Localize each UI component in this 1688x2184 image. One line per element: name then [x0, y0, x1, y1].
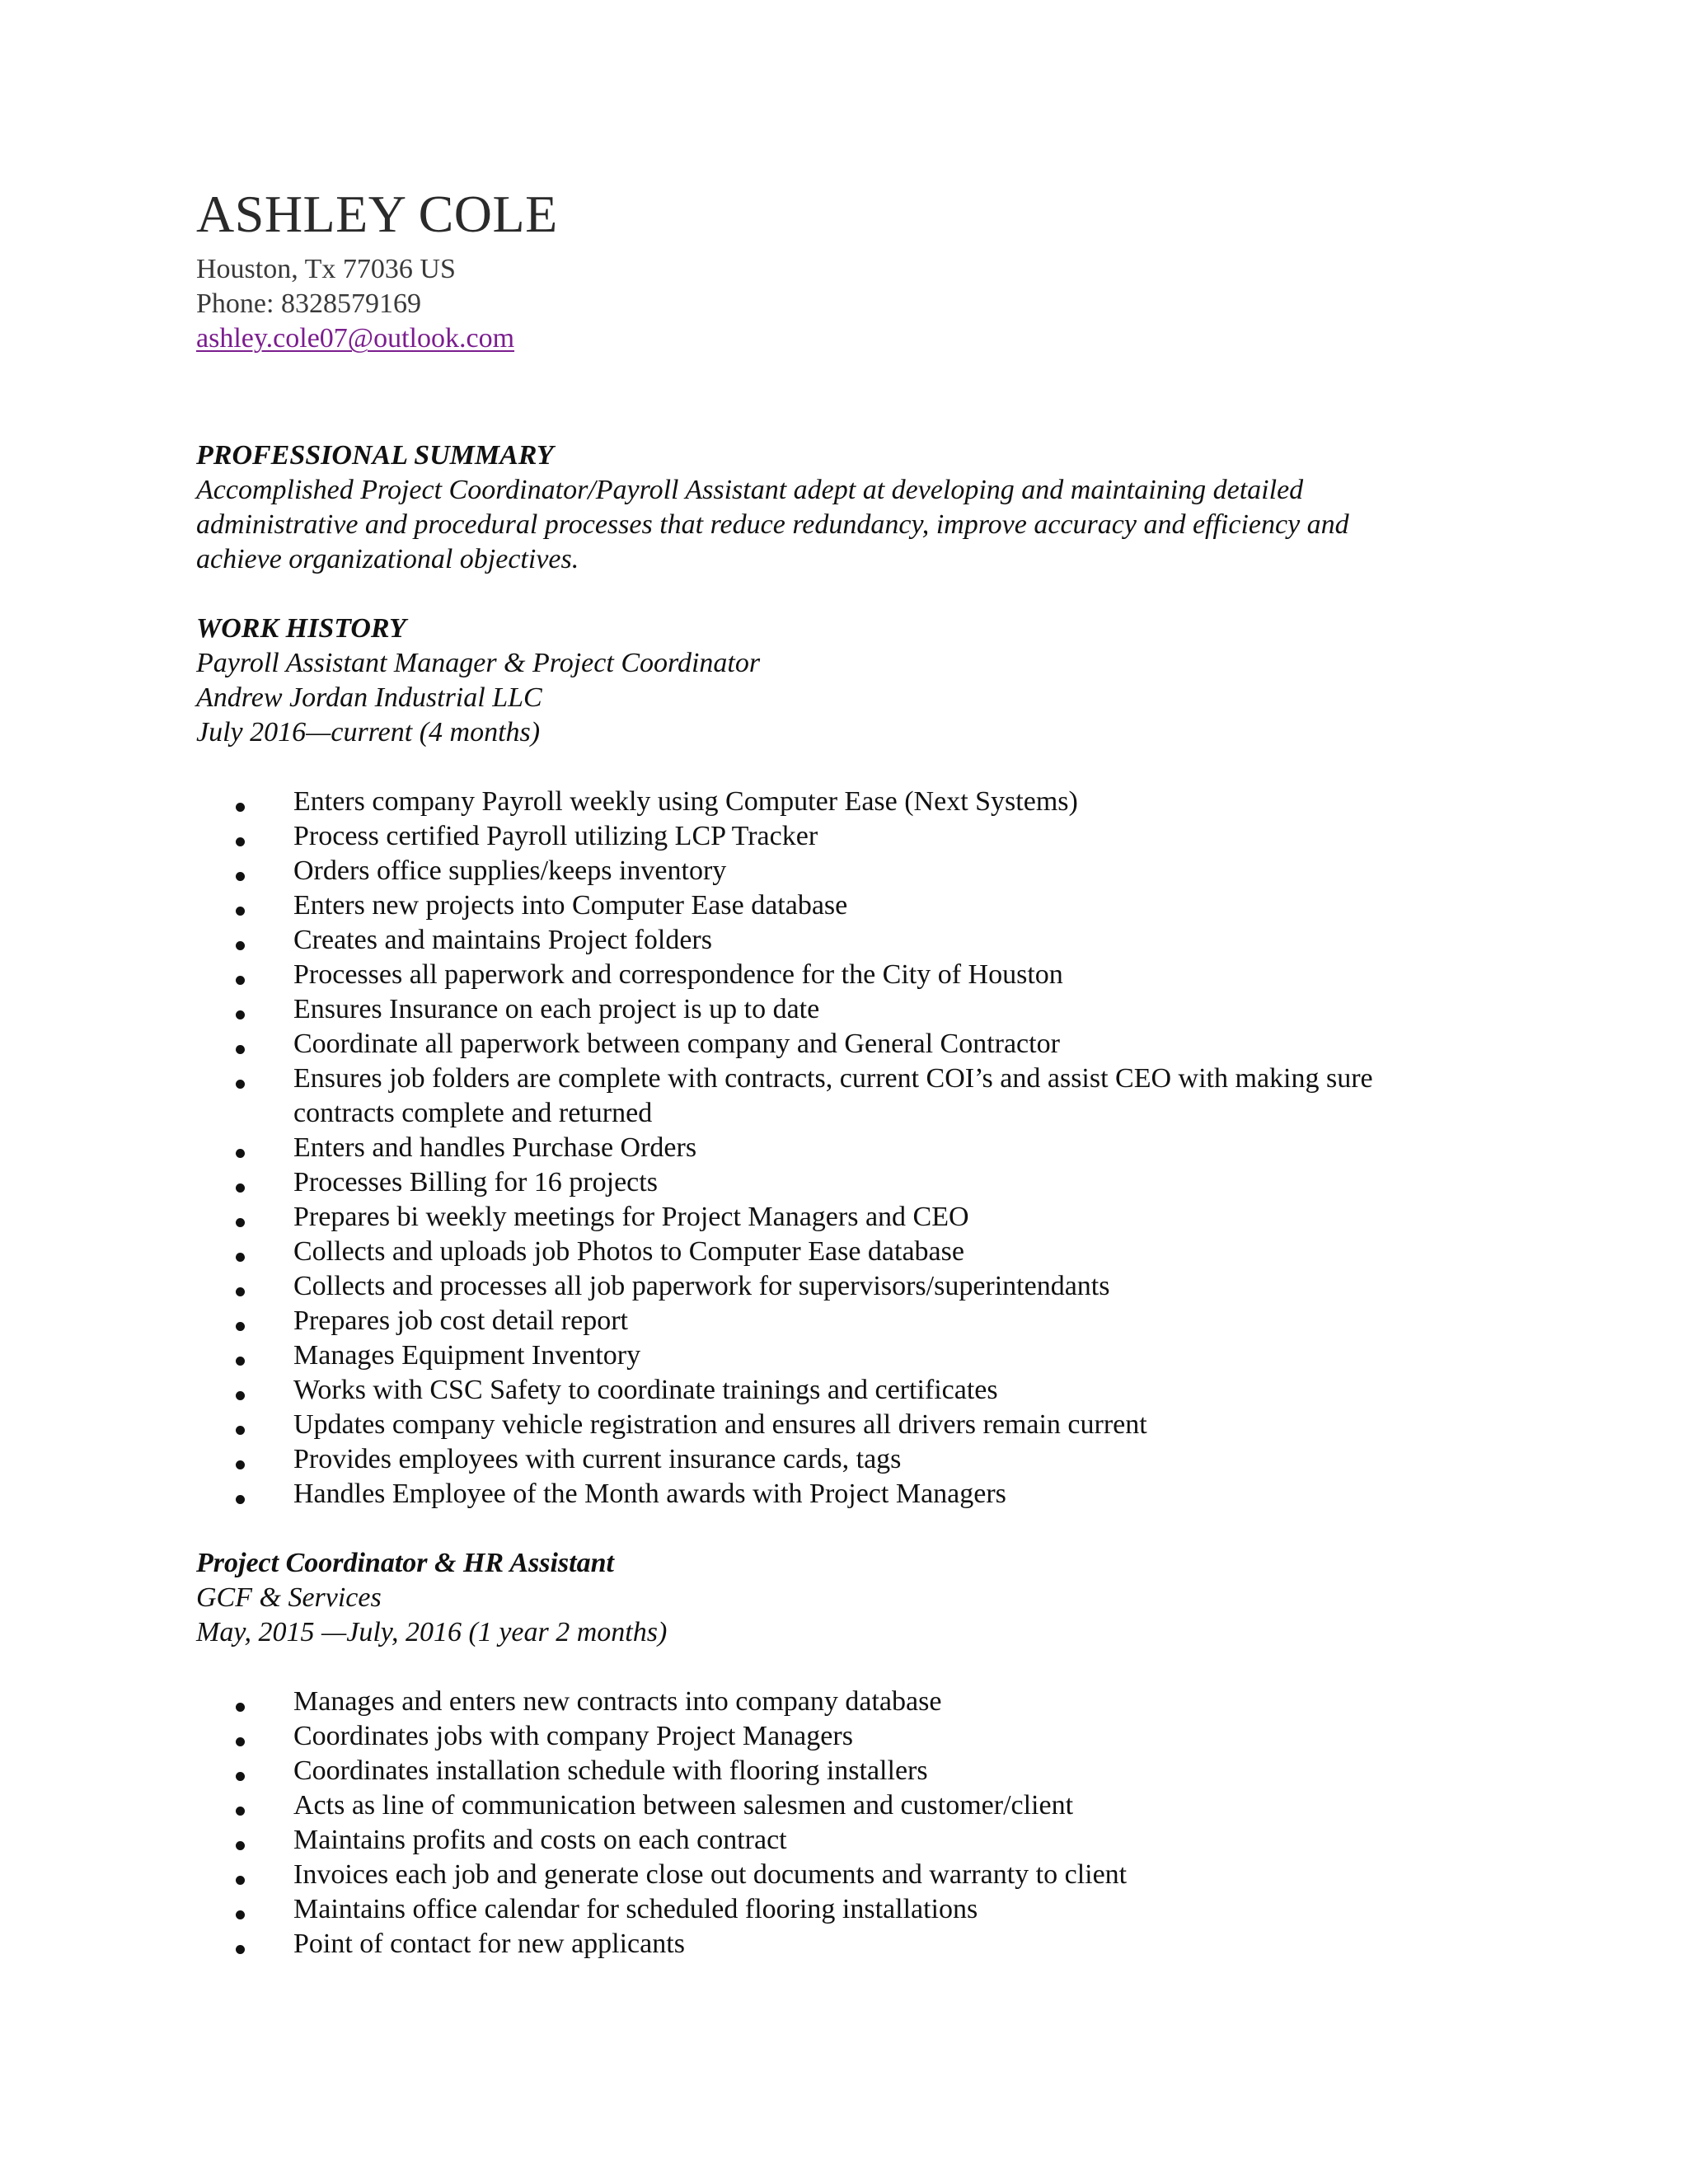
job-company: GCF & Services — [196, 1582, 382, 1613]
duty-text: Manages Equipment Inventory — [293, 1340, 641, 1371]
bullet-icon — [236, 1426, 245, 1435]
work-history-heading: WORK HISTORY — [196, 613, 406, 644]
list-item — [196, 1892, 1498, 1927]
duty-text: Orders office supplies/keeps inventory — [293, 855, 727, 886]
list-item — [196, 888, 1498, 923]
list-item — [196, 1754, 1498, 1788]
spacer — [196, 577, 1498, 612]
summary-line: administrative and procedural processes that reduce redundancy, improve accuracy and efficiency and — [196, 509, 1349, 540]
duty-text: Creates and maintains Project folders — [293, 925, 712, 955]
list-item — [196, 958, 1498, 992]
list-item — [196, 1304, 1498, 1338]
job-company: Andrew Jordan Industrial LLC — [196, 682, 542, 713]
duty-text: Coordinate all paperwork between company and General Contractor — [293, 1029, 1060, 1059]
duty-text: Provides employees with current insurance cards, tags — [293, 1444, 902, 1474]
duty-text: Maintains office calendar for scheduled flooring installations — [293, 1894, 978, 1924]
bullet-icon — [236, 1253, 245, 1262]
list-item — [196, 1442, 1498, 1477]
list-item — [196, 1200, 1498, 1235]
job-title: Payroll Assistant Manager & Project Coordinator — [196, 648, 761, 678]
job-duties-list — [196, 1685, 1498, 1961]
bullet-icon — [236, 1876, 245, 1885]
list-item — [196, 1235, 1498, 1269]
duty-text: Processes Billing for 16 projects — [293, 1167, 658, 1197]
list-item — [196, 1269, 1498, 1304]
bullet-icon — [236, 1010, 245, 1019]
bullet-icon — [236, 1183, 245, 1193]
bullet-icon — [236, 1807, 245, 1816]
list-item — [196, 1131, 1498, 1165]
bullet-icon — [236, 1910, 245, 1919]
duty-text: Collects and processes all job paperwork for supervisors/superintendants — [293, 1271, 1110, 1301]
bullet-icon — [236, 1703, 245, 1712]
list-item — [196, 1719, 1498, 1754]
candidate-name: ASHLEY COLE — [196, 185, 558, 243]
spacer — [196, 1511, 1498, 1546]
duty-text: Ensures Insurance on each project is up to date — [293, 994, 820, 1024]
bullet-icon — [236, 907, 245, 916]
duty-text: Process certified Payroll utilizing LCP Tracker — [293, 821, 818, 851]
bullet-icon — [236, 1495, 245, 1504]
list-item — [196, 1027, 1498, 1062]
email-link[interactable]: ashley.cole07@outlook.com — [196, 323, 515, 354]
summary-heading: PROFESSIONAL SUMMARY — [196, 440, 554, 471]
list-item — [196, 1858, 1498, 1892]
duty-text: Updates company vehicle registration and ensures all drivers remain current — [293, 1409, 1147, 1440]
bullet-icon — [236, 1149, 245, 1158]
list-item — [196, 923, 1498, 958]
bullet-icon — [236, 872, 245, 881]
list-item — [196, 1062, 1498, 1096]
list-item — [196, 854, 1498, 888]
address: Houston, Tx 77036 US — [196, 254, 456, 284]
summary-line: achieve organizational objectives. — [196, 544, 579, 574]
bullet-icon — [236, 1357, 245, 1366]
job-dates: July 2016—current (4 months) — [196, 717, 541, 748]
duty-text: Invoices each job and generate close out documents and warranty to client — [293, 1859, 1128, 1890]
job-duties-list — [196, 785, 1498, 1511]
list-item — [196, 1477, 1498, 1511]
bullet-icon — [236, 1460, 245, 1469]
duty-text: Enters and handles Purchase Orders — [293, 1132, 697, 1163]
duty-text: Point of contact for new applicants — [293, 1929, 685, 1959]
duty-text: Manages and enters new contracts into company database — [293, 1686, 942, 1717]
duty-text: Enters company Payroll weekly using Computer Ease (Next Systems) — [293, 786, 1078, 817]
list-item — [196, 1373, 1498, 1408]
bullet-icon — [236, 1841, 245, 1850]
list-item — [196, 1788, 1498, 1823]
duty-text: Maintains profits and costs on each contract — [293, 1825, 787, 1855]
summary-line: Accomplished Project Coordinator/Payroll Assistant adept at developing and maintaining detailed — [196, 475, 1304, 505]
bullet-icon — [236, 1322, 245, 1331]
spacer — [196, 1650, 1498, 1685]
bullet-icon — [236, 837, 245, 846]
phone: Phone: 8328579169 — [196, 288, 421, 319]
duty-text: Works with CSC Safety to coordinate trainings and certificates — [293, 1375, 998, 1405]
bullet-icon — [236, 1737, 245, 1746]
spacer — [196, 750, 1498, 785]
duty-text: Processes all paperwork and correspondence for the City of Houston — [293, 959, 1063, 990]
list-item — [196, 1408, 1498, 1442]
list-item — [196, 992, 1498, 1027]
spacer — [196, 356, 1498, 438]
bullet-icon — [236, 1287, 245, 1296]
duty-text: Coordinates installation schedule with flooring installers — [293, 1755, 928, 1786]
job-title: Project Coordinator & HR Assistant — [196, 1548, 614, 1578]
bullet-icon — [236, 1772, 245, 1781]
bullet-icon — [236, 1218, 245, 1227]
duty-text: Prepares bi weekly meetings for Project Managers and CEO — [293, 1202, 969, 1232]
bullet-icon — [236, 1391, 245, 1400]
bullet-icon — [236, 1045, 245, 1054]
list-item — [196, 1927, 1498, 1961]
list-item — [196, 1823, 1498, 1858]
email-line — [196, 321, 1498, 356]
bullet-icon — [236, 1080, 245, 1089]
duty-text: Acts as line of communication between salesmen and customer/client — [293, 1790, 1074, 1821]
list-item — [196, 819, 1498, 854]
list-item-continuation — [196, 1096, 1498, 1131]
list-item — [196, 1165, 1498, 1200]
bullet-icon — [236, 976, 245, 985]
job-dates: May, 2015 —July, 2016 (1 year 2 months) — [196, 1617, 668, 1647]
duty-text: Prepares job cost detail report — [293, 1305, 628, 1336]
duty-text: Enters new projects into Computer Ease database — [293, 890, 848, 921]
resume-content — [196, 185, 1498, 1961]
duty-text: Handles Employee of the Month awards with Project Managers — [293, 1479, 1006, 1509]
duty-text: Coordinates jobs with company Project Managers — [293, 1721, 853, 1751]
list-item — [196, 785, 1498, 819]
list-item — [196, 1338, 1498, 1373]
bullet-icon — [236, 941, 245, 950]
duty-text: Collects and uploads job Photos to Computer Ease database — [293, 1236, 964, 1267]
list-item — [196, 1685, 1498, 1719]
duty-text: Ensures job folders are complete with contracts, current COI’s and assist CEO with making sure — [293, 1063, 1373, 1094]
duty-text: contracts complete and returned — [293, 1098, 653, 1128]
bullet-icon — [236, 803, 245, 812]
bullet-icon — [236, 1945, 245, 1954]
